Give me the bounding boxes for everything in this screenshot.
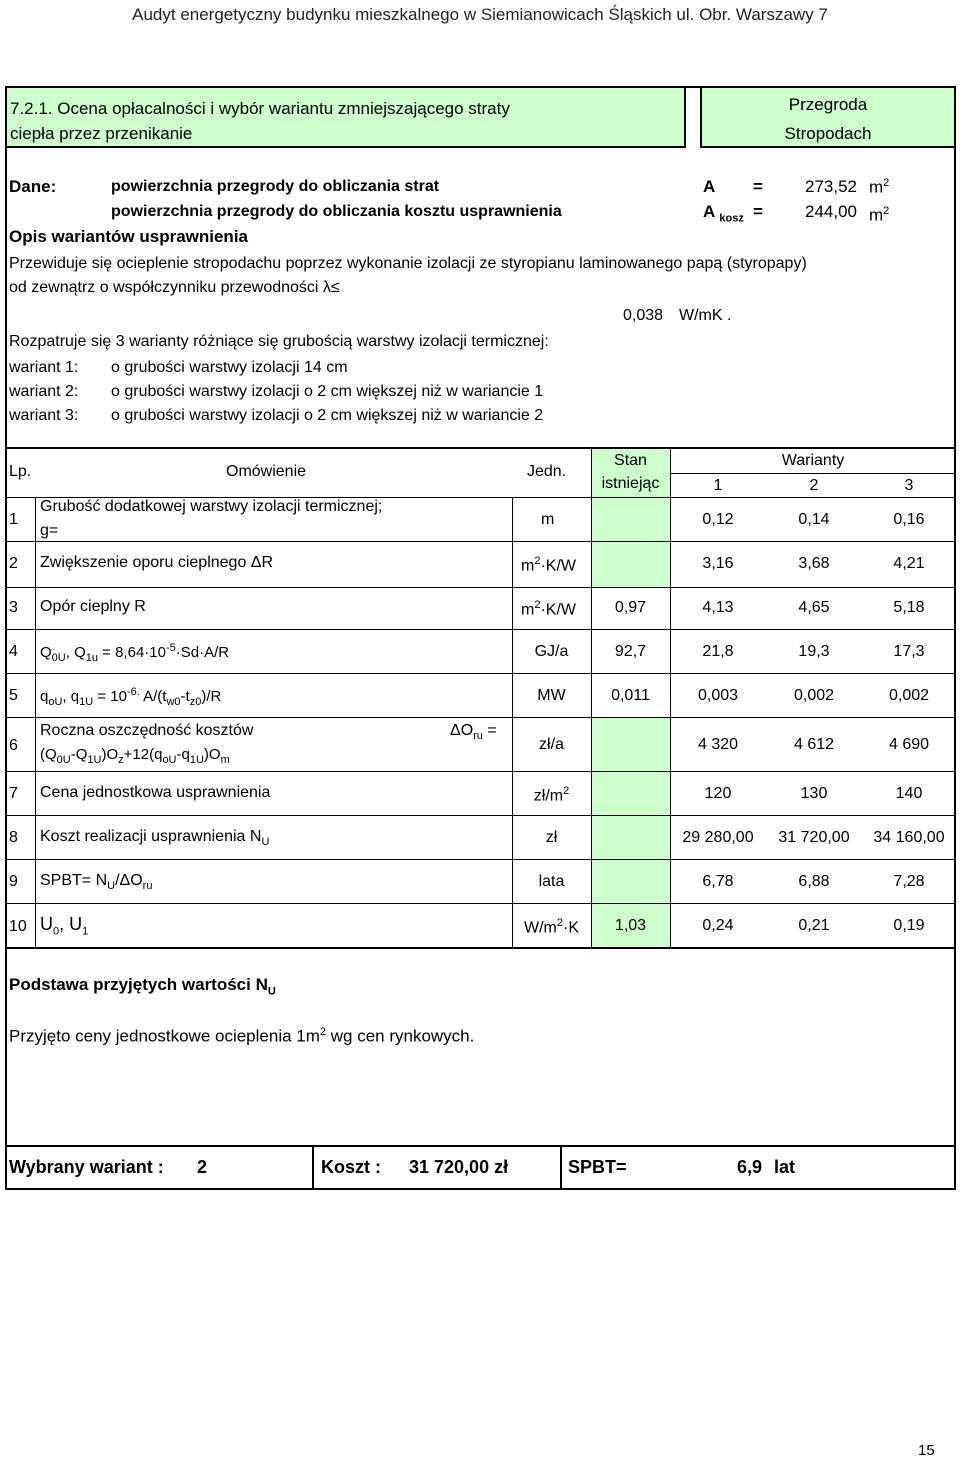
table-top-rule <box>5 447 956 449</box>
row-sep-3 <box>5 629 956 630</box>
row-sep-9 <box>5 903 956 904</box>
row9-v2: 6,88 <box>798 873 830 890</box>
summary-sep-2 <box>560 1145 562 1190</box>
row-sep-6 <box>5 771 956 772</box>
page-number: 15 <box>918 1442 935 1459</box>
th-stan2: istniejąc <box>601 475 660 492</box>
row3-v3: 5,18 <box>893 599 925 616</box>
row2-jedn: $m^2\cdot K/W$ <box>521 555 576 575</box>
row1-jedn: m <box>541 511 555 528</box>
dane-row1-desc: powierzchnia przegrody do obliczania strat <box>111 178 440 195</box>
row-sep-1 <box>5 541 956 542</box>
th-w2: 2 <box>809 477 819 494</box>
row2-v3: 4,21 <box>893 555 925 572</box>
dane-row2-sym: A $_{kosz}$ <box>703 202 744 225</box>
row10-v2: 0,21 <box>798 917 830 934</box>
summary-top-rule <box>5 1145 956 1147</box>
row5-stan: 0,011 <box>611 687 650 704</box>
main-frame <box>5 86 956 1190</box>
row4-desc: $Q_{0U}$, $Q_{1u} = 8,64\cdot 10^{-5}\cdot Sd\cdot A/R$ <box>40 642 230 664</box>
row6-v1: 4 320 <box>697 736 739 753</box>
th-jedn: Jedn. <box>527 463 567 480</box>
dane-row2-eq: = <box>753 202 763 221</box>
row4-v2: 19,3 <box>798 643 830 660</box>
row6-v2: 4 612 <box>793 736 835 753</box>
row9-lp: 9 <box>9 873 18 890</box>
row6-sym: $\Delta O_{ru}$ = <box>450 722 497 743</box>
section-title <box>5 86 686 148</box>
dane-row1-sym: A <box>703 177 716 196</box>
row4-stan: 92,7 <box>614 643 647 660</box>
th-warianty: Warianty <box>781 452 845 469</box>
row6-v3: 4 690 <box>888 736 930 753</box>
row5-desc: $q_{oU}$, $q_{1U} = 10^{-6.}$ $A/(t_{w0}-t_{z0})/R$ <box>40 686 222 708</box>
row7-jedn: $zł/m^2$ <box>533 785 570 805</box>
row2-lp: 2 <box>9 555 18 572</box>
row4-v1: 21,8 <box>702 643 734 660</box>
variant2-text: o grubości warstwy izolacji o 2 cm większej niż w wariancie 1 <box>111 383 544 400</box>
podstawa-heading: Podstawa przyjętych wartości $N_U$ <box>9 975 276 998</box>
summary-sep-1 <box>312 1145 314 1190</box>
th-w3: 3 <box>904 477 914 494</box>
table-bottom-rule <box>5 947 956 949</box>
partition-value: Stropodach <box>784 124 872 143</box>
row6-jedn: zł/a <box>539 736 564 753</box>
row2-desc: Zwiększenie oporu cieplnego ΔR <box>40 554 274 571</box>
row10-desc: $U_0$, $U_1$ <box>40 914 89 938</box>
row10-v3: 0,19 <box>893 917 925 934</box>
opis-heading: Opis wariantów usprawnienia <box>9 227 248 246</box>
dane-row2-desc: powierzchnia przegrody do obliczania kosztu usprawnienia <box>111 203 562 220</box>
wybrany-value: 2 <box>197 1157 208 1177</box>
row-sep-5 <box>5 717 956 718</box>
partition-label: Przegroda <box>788 95 868 114</box>
row8-v2: 31 720,00 <box>778 829 850 846</box>
row1-v2: 0,14 <box>798 511 830 528</box>
row3-v2: 4,65 <box>798 599 830 616</box>
row-sep-8 <box>5 859 956 860</box>
row1-desc2: g= <box>40 522 59 539</box>
row9-v1: 6,78 <box>702 873 734 890</box>
row3-jedn: $m^2\cdot K/W$ <box>521 599 576 619</box>
wybrany-label: Wybrany wariant : <box>9 1157 164 1177</box>
row7-lp: 7 <box>9 785 18 802</box>
th-omowienie: Omówienie <box>226 463 307 480</box>
row8-jedn: zł <box>545 829 558 846</box>
row3-desc: Opór cieplny R <box>40 598 146 615</box>
dane-row1-eq: = <box>753 177 763 196</box>
spbt-unit: lat <box>774 1157 796 1177</box>
row9-desc: SPBT= $N_U/\Delta O_{ru}$ <box>40 872 153 893</box>
variant3-text: o grubości warstwy izolacji o 2 cm większej niż w wariancie 2 <box>111 407 544 424</box>
row8-desc: Koszt realizacji usprawnienia $N_U$ <box>40 828 270 849</box>
opis-line3: Rozpatruje się 3 warianty różniące się grubością warstwy izolacji termicznej: <box>9 333 549 350</box>
row7-desc: Cena jednostkowa usprawnienia <box>40 784 271 801</box>
row7-v1: 120 <box>704 785 732 802</box>
row-sep-4 <box>5 673 956 674</box>
row3-stan: 0,97 <box>614 599 647 616</box>
stan-bg-rows1-2 <box>591 497 670 587</box>
row4-v3: 17,3 <box>893 643 925 660</box>
row2-v1: 3,16 <box>702 555 734 572</box>
dane-label: Dane: <box>9 177 57 196</box>
row4-jedn: GJ/a <box>534 643 569 660</box>
dane-row1-unit: $m^2$ <box>869 177 890 197</box>
podstawa-text: Przyjęto ceny jednostkowe ocieplenia $1m^2$ wg cen rynkowych. <box>9 1026 475 1046</box>
th-stan1: Stan <box>614 452 647 469</box>
row8-v1: 29 280,00 <box>682 829 754 846</box>
variant2-label: wariant 2: <box>9 383 79 400</box>
th-lp: Lp. <box>9 463 32 480</box>
row3-v1: 4,13 <box>702 599 734 616</box>
variant1-label: wariant 1: <box>9 359 79 376</box>
row2-v2: 3,68 <box>798 555 830 572</box>
partition-box <box>700 86 956 148</box>
document-header: Audyt energetyczny budynku mieszkalnego w Siemianowicach Śląskich ul. Obr. Warszawy 7 <box>132 5 828 24</box>
dane-row2-unit: $m^2$ <box>869 205 890 225</box>
row-sep-2 <box>5 587 956 588</box>
row10-stan: 1,03 <box>614 917 647 934</box>
lambda-value: 0,038 <box>623 307 664 324</box>
row9-v3: 7,28 <box>893 873 925 890</box>
row1-v1: 0,12 <box>702 511 734 528</box>
koszt-value: 31 720,00 zł <box>409 1157 509 1177</box>
row5-v3: 0,002 <box>888 687 930 704</box>
row10-v1: 0,24 <box>702 917 734 934</box>
row8-lp: 8 <box>9 829 18 846</box>
row1-desc1: Grubość dodatkowej warstwy izolacji termicznej; <box>40 498 383 515</box>
lambda-unit: W/mK . <box>679 307 732 324</box>
warianty-underline <box>670 473 956 474</box>
row5-jedn: MW <box>537 687 566 704</box>
row1-v3: 0,16 <box>893 511 925 528</box>
row5-lp: 5 <box>9 687 18 704</box>
dane-row1-value: 273,52 <box>805 177 857 196</box>
row5-v1: 0,003 <box>697 687 739 704</box>
row10-jedn: $W/m^2\cdot K$ <box>524 917 579 937</box>
row4-lp: 4 <box>9 643 18 660</box>
variant3-label: wariant 3: <box>9 407 79 424</box>
th-w1: 1 <box>713 477 723 494</box>
col-sep-lp <box>35 497 36 949</box>
row6-desc2: $(Q_{0U}-Q_{1U})O_z+12(q_{oU}-q_{1U})O_m$ <box>40 746 230 766</box>
section-title-line1: 7.2.1. Ocena opłacalności i wybór wariantu zmniejszającego straty <box>10 99 510 118</box>
row1-lp: 1 <box>9 511 18 528</box>
row10-lp: 10 <box>9 918 27 935</box>
row9-jedn: lata <box>538 873 565 890</box>
row-sep-7 <box>5 815 956 816</box>
row7-v3: 140 <box>895 785 923 802</box>
dane-row2-value: 244,00 <box>805 202 857 221</box>
section-title-line2: ciepła przez przenikanie <box>10 124 193 143</box>
row5-v2: 0,002 <box>793 687 835 704</box>
row6-lp: 6 <box>9 737 18 754</box>
row6-desc1: Roczna oszczędność kosztów <box>40 722 254 739</box>
variant1-text: o grubości warstwy izolacji 14 cm <box>111 359 348 376</box>
spbt-value: 6,9 <box>737 1157 763 1177</box>
row8-v3: 34 160,00 <box>873 829 945 846</box>
spbt-label: SPBT= <box>568 1157 627 1177</box>
opis-line1: Przewiduje się ocieplenie stropodachu poprzez wykonanie izolacji ze styropianu laminowanego papą (styropapy) <box>9 255 807 272</box>
opis-line2: od zewnątrz o współczynniku przewodności λ≤ <box>9 279 340 296</box>
row7-v2: 130 <box>800 785 828 802</box>
row3-lp: 3 <box>9 599 18 616</box>
koszt-label: Koszt : <box>321 1157 381 1177</box>
stan-bg-row6 <box>591 717 670 771</box>
